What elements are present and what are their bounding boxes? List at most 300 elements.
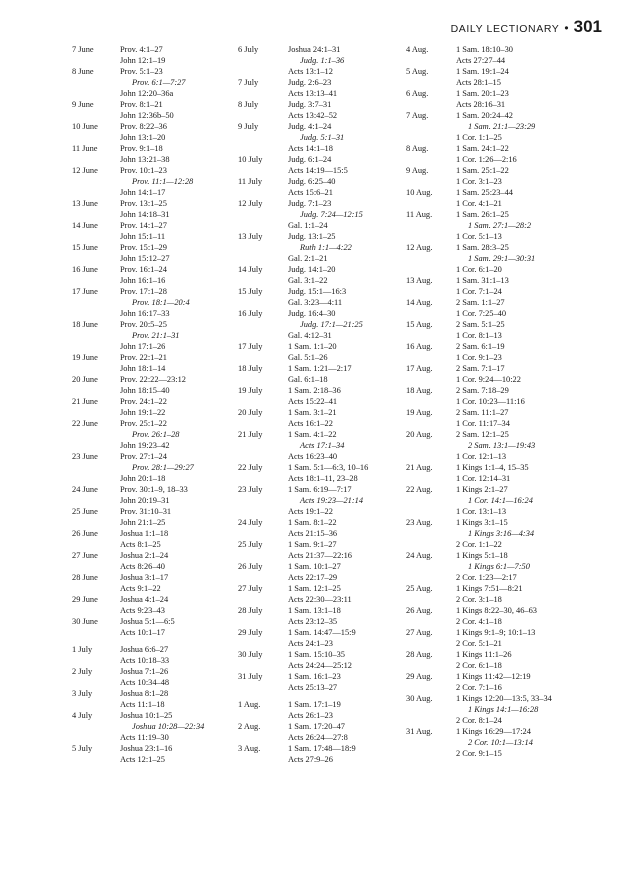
entry-readings [288,264,335,286]
lectionary-entry [406,693,552,726]
entry-date: 4 Aug. [406,45,429,54]
lectionary-entry [406,627,552,649]
entry-date: 21 June [72,397,98,406]
reading: Acts 19:1–22 [288,507,333,516]
reading: Acts 10:1–17 [120,628,165,637]
lectionary-entry [238,341,368,363]
entry-date: 30 Aug. [406,694,433,703]
reading: Acts 24:1–23 [288,639,333,648]
reading: John 18:15–40 [120,386,170,395]
reading: Acts 18:1–11, 23–28 [288,474,358,483]
reading: Prov. 15:1–29 [120,243,167,252]
reading: 1 Sam. 5:1—6:3, 10–16 [288,463,369,472]
alternate-reading: Joshua 10:28—22:34 [132,722,205,731]
reading: 1 Kings 2:1–27 [456,485,508,494]
entry-date: 23 Aug. [406,518,433,527]
reading: Gal. 3:1–22 [288,276,328,285]
entry-readings [288,583,352,605]
lectionary-entry [238,231,368,264]
reading: John 13:21–38 [120,155,170,164]
page-header [451,17,602,37]
lectionary-entry [406,649,552,671]
lectionary-entry [238,605,368,627]
reading: Joshua 1:1–18 [120,529,169,538]
entry-readings [120,319,179,352]
lectionary-entry [406,671,552,693]
reading: Prov. 10:1–23 [120,166,167,175]
reading: 2 Sam. 12:1–25 [456,430,509,439]
lectionary-entry [238,561,368,583]
lectionary-entry [238,517,368,539]
lectionary-entry [238,484,368,517]
entry-readings [120,572,168,594]
alternate-reading: Prov. 11:1—12:28 [132,177,194,186]
lectionary-entry [238,286,368,308]
entry-readings [120,198,170,220]
lectionary-entry [72,572,204,594]
reading: 1 Kings 1:1–4, 15–35 [456,463,529,472]
reading: 1 Cor. 5:1–13 [456,232,502,241]
reading: Prov. 8:1–21 [120,100,163,109]
entry-readings [120,374,186,396]
reading: Acts 28:16–31 [456,100,506,109]
lectionary-entry [238,264,368,286]
reading: 1 Sam. 6:19—7:17 [288,485,352,494]
entry-date: 2 Aug. [238,722,261,731]
entry-date: 19 Aug. [406,408,433,417]
entry-readings [456,341,505,363]
lectionary-entry [72,286,204,319]
lectionary-entry [238,407,368,429]
alternate-reading: Prov. 21:1–31 [132,331,180,340]
lectionary-entry [406,484,552,517]
entry-readings [120,352,167,374]
reading: 2 Cor. 6:1–18 [456,661,502,670]
reading: 1 Sam. 25:1–22 [456,166,509,175]
reading: 2 Cor. 7:1–16 [456,683,502,692]
lectionary-entry [238,385,368,407]
lectionary-entry [406,605,552,627]
lectionary-entry [238,539,368,561]
entry-readings [456,66,509,88]
lectionary-entry [406,407,552,429]
reading: Judg. 16:4–30 [288,309,336,318]
entry-date: 16 June [72,265,98,274]
entry-readings [120,644,169,666]
reading: Acts 9:1–22 [120,584,161,593]
lectionary-entry [72,396,204,418]
reading: John 20:1–18 [120,474,166,483]
lectionary-entry [406,143,552,165]
reading: Acts 15:6–21 [288,188,333,197]
entry-date: 15 July [238,287,263,296]
reading: John 19:23–42 [120,441,170,450]
entry-date: 8 July [238,100,259,109]
reading: Acts 16:1–22 [288,419,333,428]
alternate-reading: 1 Sam. 27:1—28:2 [468,221,532,230]
entry-readings [120,66,186,99]
lectionary-entry [72,644,204,666]
reading: 1 Kings 11:1–26 [456,650,512,659]
reading: 1 Sam. 24:1–22 [456,144,509,153]
lectionary-entry [406,209,552,242]
reading: John 18:1–14 [120,364,166,373]
entry-date: 20 July [238,408,263,417]
entry-date: 28 June [72,573,98,582]
entry-readings [456,517,534,550]
reading: Judg. 2:6–23 [288,78,332,87]
reading: 1 Kings 12:20—13:5, 33–34 [456,694,552,703]
lectionary-entry [72,688,204,710]
entry-readings [288,539,352,561]
reading: 2 Cor. 5:1–21 [456,639,502,648]
reading: 1 Sam. 26:1–25 [456,210,509,219]
lectionary-entry [238,721,368,743]
lectionary-entry [238,77,368,99]
entry-readings [456,363,521,385]
lectionary-entry [406,110,552,143]
lectionary-entry [238,363,368,385]
entry-readings [120,616,175,638]
reading: Joshua 23:1–16 [120,744,173,753]
alternate-reading: 2 Sam. 13:1—19:43 [468,441,536,450]
lectionary-entry [406,242,552,275]
entry-date: 5 July [72,744,93,753]
entry-readings [456,44,513,66]
entry-readings [288,671,341,693]
lectionary-entry [72,484,204,506]
reading: Gal. 1:1–24 [288,221,328,230]
reading: Acts 21:37—22:16 [288,551,352,560]
reading: Joshua 7:1–26 [120,667,169,676]
entry-date: 12 Aug. [406,243,433,252]
entry-readings [288,743,356,765]
entry-readings [288,385,341,407]
entry-date: 8 Aug. [406,144,429,153]
reading: Acts 14:19—15:5 [288,166,348,175]
reading: Judg. 14:1–20 [288,265,336,274]
entry-readings [288,605,341,627]
reading: 1 Sam. 17:1–19 [288,700,341,709]
reading: 1 Cor. 6:1–20 [456,265,502,274]
lectionary-entry [72,743,204,765]
entry-date: 24 Aug. [406,551,433,560]
reading: 1 Sam. 1:21—2:17 [288,364,352,373]
entry-date: 18 July [238,364,263,373]
reading: Joshua 6:6–27 [120,645,169,654]
reading: 1 Cor. 1:1–25 [456,133,502,142]
reading: Judg. 13:1–25 [288,232,336,241]
reading: John 12:20–36a [120,89,174,98]
entry-readings [120,506,171,528]
reading: 1 Sam. 4:1–22 [288,430,337,439]
entry-readings [288,363,352,385]
entry-date: 9 June [72,100,94,109]
entry-date: 11 June [72,144,98,153]
reading: John 16:17–33 [120,309,170,318]
entry-readings [120,484,188,506]
reading: Judg. 6:25–40 [288,177,336,186]
lectionary-entry [72,352,204,374]
entry-readings [288,198,363,231]
entry-date: 26 Aug. [406,606,433,615]
entry-readings [456,385,525,407]
lectionary-entry [72,99,204,121]
reading: John 20:19–31 [120,496,170,505]
entry-readings [288,176,335,198]
lectionary-column-2 [238,44,368,765]
entry-readings [456,671,531,693]
lectionary-entry [238,462,368,484]
entry-readings [120,710,204,743]
entry-date: 19 June [72,353,98,362]
reading: 1 Sam. 14:47—15:9 [288,628,356,637]
reading: 1 Sam. 1:1–20 [288,342,337,351]
reading: 1 Kings 3:1–15 [456,518,508,527]
entry-readings [288,231,352,264]
reading: Acts 27:9–26 [288,755,333,764]
entry-readings [120,264,167,286]
entry-date: 9 Aug. [406,166,429,175]
reading: Joshua 4:1–24 [120,595,169,604]
header-separator: • [564,21,569,35]
reading: Prov. 24:1–22 [120,397,167,406]
entry-readings [120,688,168,710]
reading: Gal. 5:1–26 [288,353,328,362]
reading: 1 Sam. 15:10–35 [288,650,345,659]
entry-readings [288,121,344,154]
entry-date: 10 Aug. [406,188,433,197]
reading: Prov. 9:1–18 [120,144,163,153]
reading: Gal. 4:12–31 [288,331,332,340]
reading: Acts 10:34–48 [120,678,170,687]
entry-date: 7 Aug. [406,111,429,120]
reading: Judg. 3:7–31 [288,100,332,109]
reading: John 19:1–22 [120,408,166,417]
reading: 1 Sam. 20:1–23 [456,89,509,98]
lectionary-entry [406,66,552,88]
lectionary-entry [238,44,368,77]
lectionary-entry [406,44,552,66]
entry-date: 25 Aug. [406,584,433,593]
alternate-reading: 1 Sam. 21:1—23:29 [468,122,536,131]
entry-date: 24 July [238,518,263,527]
lectionary-entry [238,671,368,693]
reading: John 15:1–11 [120,232,166,241]
reading: 1 Cor. 11:17–34 [456,419,510,428]
entry-date: 17 Aug. [406,364,433,373]
reading: Joshua 8:1–28 [120,689,169,698]
entry-readings [456,275,509,297]
reading: Prov. 27:1–24 [120,452,167,461]
entry-date: 10 July [238,155,263,164]
entry-date: 7 June [72,45,94,54]
reading: John 16:1–16 [120,276,166,285]
reading: 2 Cor. 8:1–24 [456,716,502,725]
entry-readings [288,699,341,721]
lectionary-entry [238,583,368,605]
reading: Acts 26:24—27:8 [288,733,348,742]
lectionary-entry [72,121,204,143]
entry-date: 29 June [72,595,98,604]
reading: 2 Cor. 1:23—2:17 [456,573,517,582]
entry-date: 18 June [72,320,98,329]
entry-readings [456,165,509,187]
reading: Joshua 3:1–17 [120,573,169,582]
entry-date: 22 June [72,419,98,428]
entry-date: 3 July [72,689,93,698]
reading: 1 Sam. 9:1–27 [288,540,337,549]
entry-readings [120,528,168,550]
reading: Acts 13:1–12 [288,67,333,76]
reading: John 13:1–20 [120,133,166,142]
entry-date: 27 Aug. [406,628,433,637]
entry-readings [456,319,505,341]
reading: Acts 13:42–52 [288,111,338,120]
entry-readings [288,429,344,462]
reading: Acts 13:13–41 [288,89,338,98]
lectionary-entry [72,506,204,528]
reading: Prov. 4:1–27 [120,45,163,54]
reading: Acts 8:1–25 [120,540,161,549]
alternate-reading: 1 Sam. 29:1—30:31 [468,254,536,263]
entry-readings [456,429,535,462]
reading: John 17:1–26 [120,342,166,351]
alternate-reading: 1 Cor. 14:1—16:24 [468,496,533,505]
entry-date: 1 Aug. [238,700,261,709]
reading: Joshua 10:1–25 [120,711,173,720]
entry-readings [288,484,363,517]
entry-date: 31 July [238,672,263,681]
entry-readings [456,242,535,275]
lectionary-entry [72,550,204,572]
lectionary-entry [406,583,552,605]
entry-readings [456,462,529,484]
lectionary-entry [72,666,204,688]
entry-readings [456,726,533,759]
reading: Prov. 22:22—23:12 [120,375,186,384]
entry-readings [288,77,337,99]
entry-date: 9 July [238,122,259,131]
entry-readings [456,88,509,110]
entry-date: 17 July [238,342,263,351]
entry-date: 15 June [72,243,98,252]
entry-readings [288,286,346,308]
entry-date: 3 Aug. [238,744,261,753]
lectionary-entry [72,594,204,616]
lectionary-entry [238,699,368,721]
entry-date: 29 Aug. [406,672,433,681]
reading: 2 Cor. 4:1–18 [456,617,502,626]
reading: Acts 11:1–18 [120,700,165,709]
lectionary-entry [72,165,204,198]
reading: 1 Cor. 4:1–21 [456,199,502,208]
reading: 2 Cor. 3:1–18 [456,595,502,604]
entry-readings [120,165,193,198]
reading: 1 Sam. 2:18–36 [288,386,341,395]
lectionary-entry [238,99,368,121]
reading: Acts 24:24—25:12 [288,661,352,670]
entry-date: 26 July [238,562,263,571]
lectionary-entry [406,319,552,341]
reading: 1 Cor. 8:1–13 [456,331,502,340]
reading: John 14:1–17 [120,188,166,197]
entry-date: 12 June [72,166,98,175]
entry-readings [288,44,344,77]
entry-readings [120,242,170,264]
reading: John 12:1–19 [120,56,166,65]
reading: Acts 16:23–40 [288,452,338,461]
reading: John 12:36b–50 [120,111,174,120]
entry-date: 22 Aug. [406,485,433,494]
reading: 1 Kings 5:1–18 [456,551,508,560]
entry-date: 22 July [238,463,263,472]
entry-readings [120,143,170,165]
lectionary-entry [238,154,368,176]
entry-date: 23 July [238,485,263,494]
reading: 1 Cor. 13:1–13 [456,507,507,516]
alternate-reading: Prov. 6:1—7:27 [132,78,186,87]
entry-date: 20 June [72,375,98,384]
reading: 1 Kings 7:51—8:21 [456,584,523,593]
reading: 1 Cor. 9:1–23 [456,353,502,362]
reading: Acts 25:13–27 [288,683,338,692]
entry-readings [288,308,363,341]
entry-date: 11 July [238,177,263,186]
entry-date: 14 July [238,265,263,274]
entry-date: 25 June [72,507,98,516]
lectionary-entry [72,66,204,99]
reading: Prov. 17:1–28 [120,287,167,296]
reading: 1 Sam. 12:1–25 [288,584,341,593]
entry-readings [120,743,172,765]
reading: John 15:12–27 [120,254,170,263]
reading: John 14:18–31 [120,210,170,219]
entry-readings [288,517,337,539]
reading: Acts 28:1–15 [456,78,501,87]
lectionary-entry [406,363,552,385]
entry-readings [456,583,523,605]
entry-date: 25 July [238,540,263,549]
entry-date: 5 Aug. [406,67,429,76]
entry-readings [120,594,168,616]
reading: Acts 9:23–43 [120,606,165,615]
reading: Prov. 30:1–9, 18–33 [120,485,188,494]
entry-readings [288,154,348,176]
entry-readings [288,407,337,429]
entry-date: 14 June [72,221,98,230]
entry-readings [288,627,356,649]
alternate-reading: Prov. 18:1—20:4 [132,298,190,307]
lectionary-entry [406,462,552,484]
reading: Joshua 2:1–24 [120,551,169,560]
alternate-reading: Acts 19:23—21:14 [300,496,364,505]
reading: 1 Kings 9:1–9; 10:1–13 [456,628,536,637]
reading: 1 Kings 8:22–30, 46–63 [456,606,537,615]
lectionary-entry [406,517,552,550]
reading: Prov. 22:1–21 [120,353,167,362]
entry-date: 16 July [238,309,263,318]
entry-date: 14 Aug. [406,298,433,307]
alternate-reading: 2 Cor. 10:1—13:14 [468,738,533,747]
reading: Acts 26:1–23 [288,711,333,720]
lectionary-entry [72,374,204,396]
reading: Gal. 6:1–18 [288,375,328,384]
lectionary-column-3 [406,44,552,759]
lectionary-entry [238,649,368,671]
reading: 1 Sam. 8:1–22 [288,518,337,527]
lectionary-entry [406,550,552,583]
